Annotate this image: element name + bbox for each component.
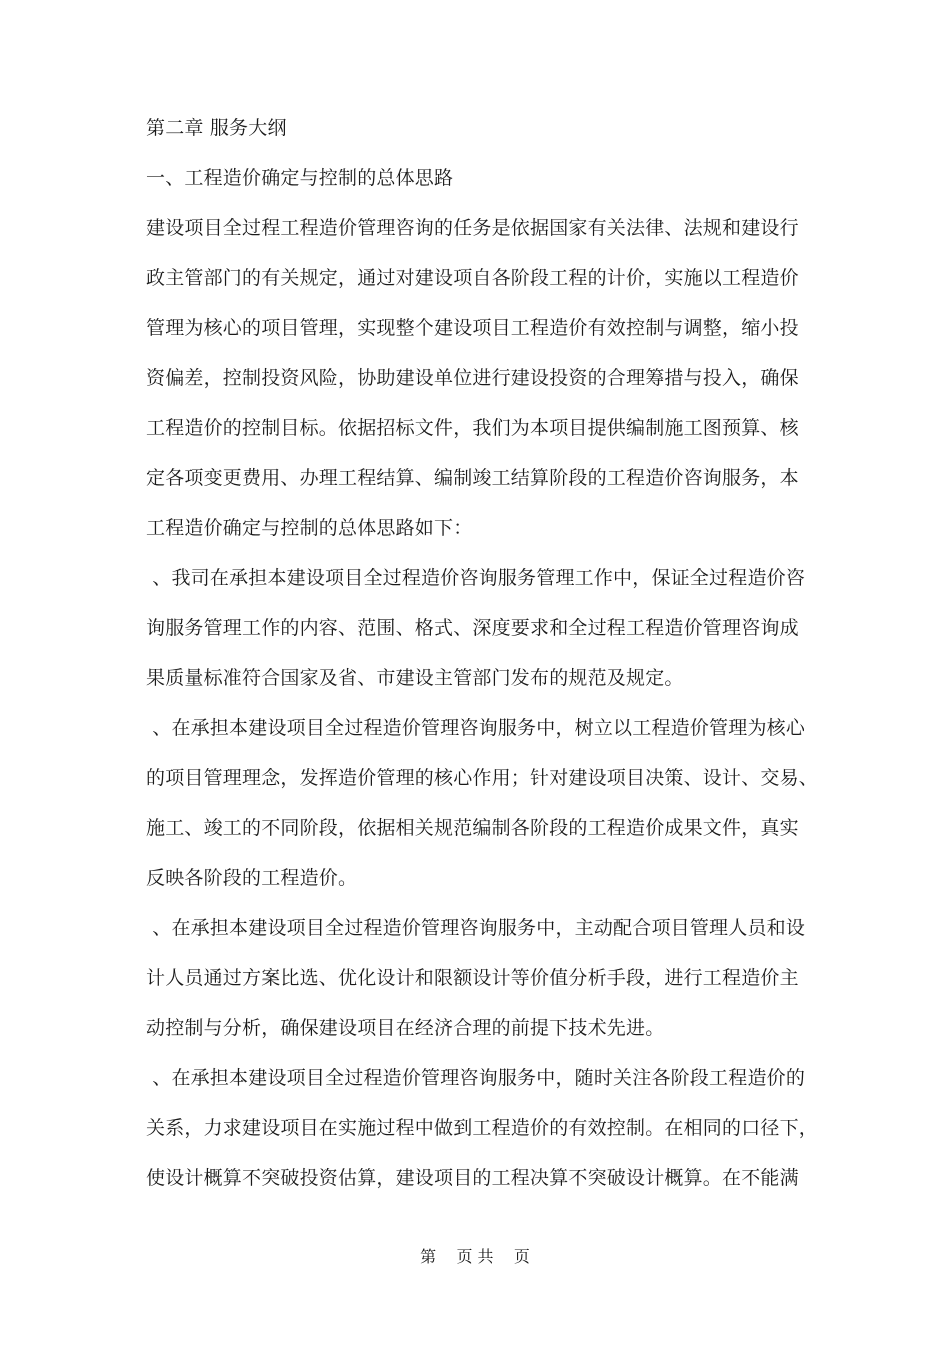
body-line: 果质量标准符合国家及省、市建设主管部门发布的规范及规定。	[146, 667, 684, 689]
list-item-line: 、我司在承担本建设项目全过程造价咨询服务管理工作中，保证全过程造价咨	[146, 567, 806, 589]
body-line: 政主管部门的有关规定，通过对建设项自各阶段工程的计价，实施以工程造价	[146, 267, 799, 289]
list-item-line: 、在承担本建设项目全过程造价管理咨询服务中，主动配合项目管理人员和设	[146, 917, 806, 939]
body-line: 反映各阶段的工程造价。	[146, 867, 358, 889]
body-line: 计人员通过方案比选、优化设计和限额设计等价值分析手段，进行工程造价主	[146, 967, 799, 989]
body-line: 定各项变更费用、办理工程结算、编制竣工结算阶段的工程造价咨询服务，本	[146, 467, 799, 489]
body-line: 动控制与分析，确保建设项目在经济合理的前提下技术先进。	[146, 1017, 665, 1039]
section-heading: 一、工程造价确定与控制的总体思路	[146, 167, 454, 189]
body-line: 使设计概算不突破投资估算，建设项目的工程决算不突破设计概算。在不能满	[146, 1167, 799, 1189]
body-line: 施工、竣工的不同阶段，依据相关规范编制各阶段的工程造价成果文件，真实	[146, 817, 799, 839]
body-line: 询服务管理工作的内容、范围、格式、深度要求和全过程工程造价管理咨询成	[146, 617, 799, 639]
list-item-line: 、在承担本建设项目全过程造价管理咨询服务中，随时关注各阶段工程造价的	[146, 1067, 806, 1089]
list-item-line: 、在承担本建设项目全过程造价管理咨询服务中，树立以工程造价管理为核心	[146, 717, 806, 739]
body-line: 的项目管理理念，发挥造价管理的核心作用；针对建设项目决策、设计、交易、	[146, 767, 819, 789]
body-line: 工程造价确定与控制的总体思路如下：	[146, 517, 473, 539]
body-line: 资偏差，控制投资风险，协助建设单位进行建设投资的合理筹措与投入，确保	[146, 367, 799, 389]
body-line: 建设项目全过程工程造价管理咨询的任务是依据国家有关法律、法规和建设行	[146, 217, 799, 239]
chapter-title: 第二章 服务大纲	[146, 117, 287, 139]
page-number-footer: 第 页 共 页	[420, 1247, 530, 1266]
body-line: 管理为核心的项目管理，实现整个建设项目工程造价有效控制与调整，缩小投	[146, 317, 799, 339]
body-line: 工程造价的控制目标。依据招标文件，我们为本项目提供编制施工图预算、核	[146, 417, 799, 439]
body-line: 关系，力求建设项目在实施过程中做到工程造价的有效控制。在相同的口径下，	[146, 1117, 819, 1139]
